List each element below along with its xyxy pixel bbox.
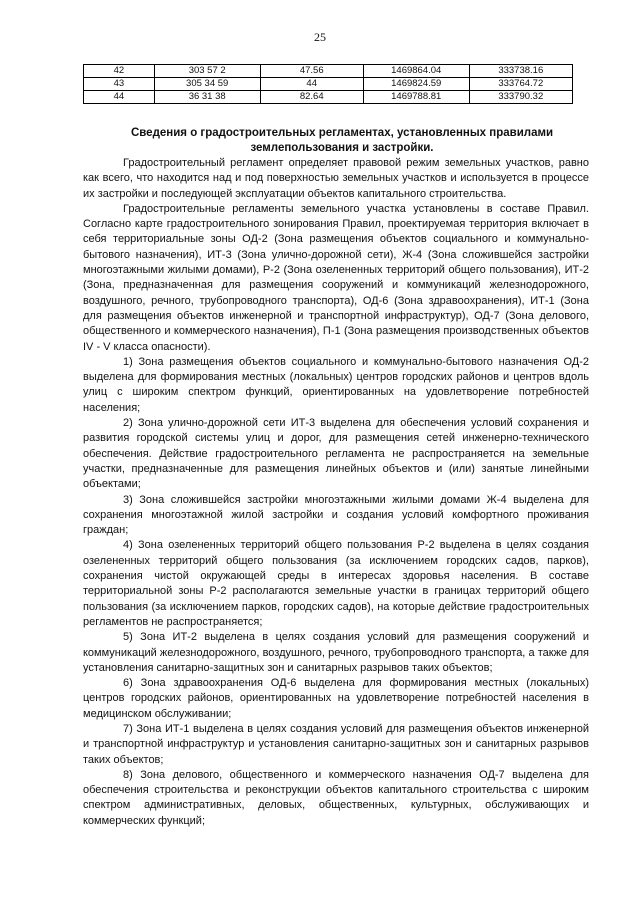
body-text: [83, 156, 589, 829]
table-cell: 43: [84, 78, 155, 91]
section-title: Сведения о градостроительных регламентах, установленных правилами землепользования и застройки.: [130, 127, 554, 154]
table-cell: 305 34 59: [154, 78, 260, 91]
zone-item-it2: 5) Зона ИТ-2 выделена в целях создания условий для размещения сооружений и коммуникаций железнодорожного, воздушного, речного, трубопроводного транспорта, а также для установления санитарно-защитных зон и санитарных разрывов таких объектов;: [83, 631, 589, 674]
table-cell: 1469788.81: [363, 91, 469, 104]
zone-item-it3: 2) Зона улично-дорожной сети ИТ-3 выделена для обеспечения условий сохранения и развития городской системы улиц и дорог, для размещения сетей инженерно-технического обеспечения. Действие градостроительного регламента не распространяется на земельные участки, предназначенные для размещения линейных объектов и (или) занятые линейными объектами;: [83, 417, 589, 491]
zone-item-od7: 8) Зона делового, общественного и коммерческого назначения ОД-7 выделена для обеспечения строительства и реконструкции объектов капитального строительства с широким спектром административных, деловых, общественных, культурных, обслуживающих и коммерческих функций;: [83, 768, 589, 827]
table-cell: 44: [260, 78, 363, 91]
coordinates-table: [83, 64, 573, 104]
page-number: 25: [314, 30, 326, 44]
intro-paragraph: Градостроительный регламент определяет правовой режим земельных участков, равно как всего, что находится над и под поверхностью земельных участков и используется в процессе их застройки и последующей эксплуатации объектов капитального строительства.: [83, 157, 589, 200]
zone-item-r2: 4) Зона озелененных территорий общего пользования Р-2 выделена в целях создания озелененных территорий общего пользования (за исключением городских садов, парков), сохранения чистой окружающей среды в интересах здоровья населения. В составе территориальной зоны Р-2 располагаются земельные участки в границах территорий общего пользования (за исключением парков, городских садов), на которые действие градостроительных регламентов не распространяется;: [83, 539, 589, 628]
table-cell: 1469864.04: [363, 65, 469, 78]
table-row: [84, 91, 573, 104]
table-cell: 333764.72: [469, 78, 572, 91]
zoning-paragraph: Градостроительные регламенты земельного участка установлены в составе Правил. Согласно карте градостроительного зонирования Правил, проектируемая территория включает в себя территориальные зоны ОД-2 (Зона размещения объектов социального и коммунально-бытового назначения), ИТ-3 (Зона улично-дорожной сети), Ж-4 (Зона сложившейся застройки многоэтажными жилыми домами), Р-2 (Зона озелененных территорий общего пользования), ИТ-2 (Зона, предназначенная для размещения сооружений и коммуникаций железнодорожного, воздушного, речного, трубопроводного транспорта), ОД-6 (Зона здравоохранения), ИТ-1 (Зона для размещения объектов инженерной и транспортной инфраструктур), ОД-7 (Зона делового, общественного и коммерческого назначения), П-1 (Зона размещения производственных объектов IV - V класса опасности).: [83, 202, 589, 353]
zone-item-od6: 6) Зона здравоохранения ОД-6 выделена для формирования местных (локальных) центров городских районов, ориентированных на удовлетворение потребностей населения в медицинском обслуживании;: [83, 677, 589, 720]
table-cell: 42: [84, 65, 155, 78]
zone-item-zh4: 3) Зона сложившейся застройки многоэтажными жилыми домами Ж-4 выделена для сохранения многоэтажной жилой застройки и создания условий комфортного проживания граждан;: [83, 493, 589, 537]
table-cell: 44: [84, 91, 155, 104]
table-cell: 333738.16: [469, 65, 572, 78]
table-row: [84, 65, 573, 78]
table-cell: 333790.32: [469, 91, 572, 104]
table-cell: 47.56: [260, 65, 363, 78]
table-cell: 82.64: [260, 91, 363, 104]
table-cell: 303 57 2: [154, 65, 260, 78]
zone-item-it1: 7) Зона ИТ-1 выделена в целях создания условий для размещения объектов инженерной и транспортной инфраструктур и установления санитарно-защитных зон и санитарных разрывов таких объектов;: [83, 722, 589, 766]
zone-item-od2: 1) Зона размещения объектов социального и коммунально-бытового назначения ОД-2 выделена для формирования местных (локальных) центров городских районов и центров вдоль улиц с широким спектром функций, ориентированных на удовлетворение потребностей населения;: [83, 355, 589, 414]
table-row: [84, 78, 573, 91]
table-cell: 36 31 38: [154, 91, 260, 104]
table-cell: 1469824.59: [363, 78, 469, 91]
